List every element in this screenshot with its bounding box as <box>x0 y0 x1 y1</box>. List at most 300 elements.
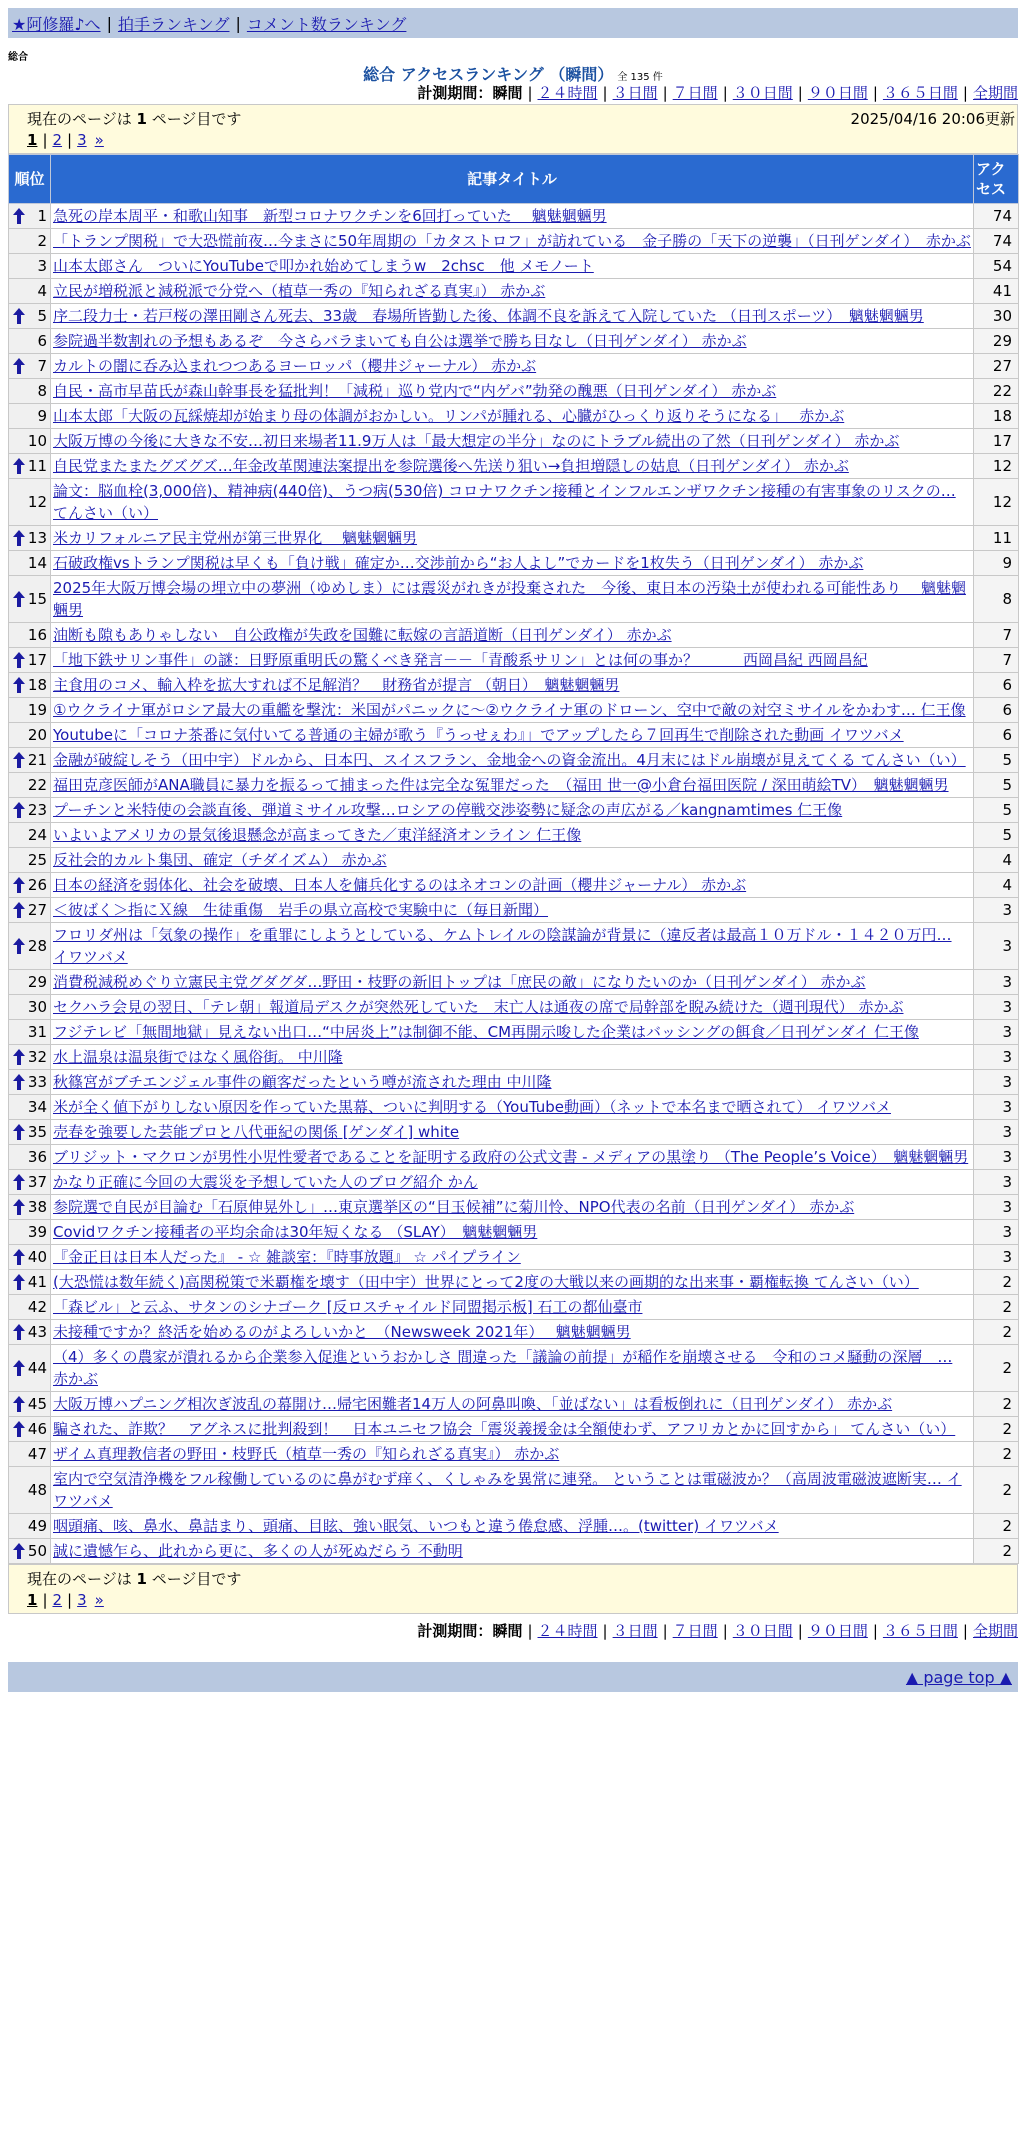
title-cell <box>51 848 974 873</box>
table-row <box>9 648 1019 673</box>
access-count: 3 <box>974 970 1019 995</box>
access-count: 3 <box>974 1070 1019 1095</box>
access-count: 5 <box>974 748 1019 773</box>
ranking-table <box>8 154 1019 1564</box>
rank-cell <box>9 1120 51 1145</box>
page-title: 総合 アクセスランキング （瞬間） <box>363 65 614 84</box>
rank-number: 6 <box>37 332 47 350</box>
period-link[interactable]: ９０日間 <box>807 1622 868 1640</box>
rank-up-arrow-icon <box>12 1173 26 1191</box>
article-link[interactable]: 油断も隙もありゃしない 自公政権が失政を国難に転嫁の言語道断（日刊ゲンダイ） 赤かぶ <box>53 626 672 644</box>
table-row <box>9 1020 1019 1045</box>
title-cell <box>51 1120 974 1145</box>
article-link[interactable]: 売春を強要した芸能プロと八代亜紀の関係 [ゲンダイ] white <box>53 1123 460 1141</box>
page-info-bottom <box>8 1564 1018 1614</box>
table-row <box>9 551 1019 576</box>
rank-cell <box>9 551 51 576</box>
period-separator: | <box>872 1622 878 1640</box>
table-row <box>9 1514 1019 1539</box>
title-cell <box>51 1070 974 1095</box>
access-count: 3 <box>974 1170 1019 1195</box>
article-link[interactable]: 咽頭痛、咳、鼻水、鼻詰まり、頭痛、目眩、強い眠気、いつもと違う倦怠感、浮腫…。(twitter) イワツバメ <box>53 1517 779 1535</box>
table-row <box>9 279 1019 304</box>
home-link[interactable]: ★阿修羅♪へ <box>12 14 101 34</box>
access-count: 3 <box>974 1245 1019 1270</box>
rank-up-arrow-icon <box>12 901 26 919</box>
title-cell <box>51 723 974 748</box>
table-row <box>9 798 1019 823</box>
nav-separator: | <box>235 13 241 33</box>
access-count: 12 <box>974 454 1019 479</box>
access-count: 74 <box>974 204 1019 229</box>
title-header: 記事タイトル <box>51 155 974 204</box>
rank-number: 24 <box>27 826 47 844</box>
period-link[interactable]: 全期間 <box>972 84 1018 102</box>
pager-next-link[interactable]: » <box>94 1591 104 1609</box>
title-cell <box>51 1442 974 1467</box>
article-link[interactable]: 「トランプ関税」で大恐慌前夜…今まさに50年周期の「カタストロフ」が訪れている 金子勝の「天下の逆襲」（日刊ゲンダイ） 赤かぶ <box>53 232 971 250</box>
article-link[interactable]: 主食用のコメ、輸入枠を拡大すれば不足解消？ 財務省が提言 （朝日） 魑魅魍魎男 <box>53 676 620 694</box>
article-link[interactable]: 序二段力士・若戸桜の澤田剛さん死去、33歳 春場所皆勤した後、体調不良を訴えて入院していた （日刊スポーツ） 魑魅魍魎男 <box>53 307 924 325</box>
rank-number: 49 <box>27 1517 47 1535</box>
title-cell <box>51 1345 974 1392</box>
title-cell <box>51 404 974 429</box>
rank-cell <box>9 1020 51 1045</box>
rank-number: 47 <box>27 1445 47 1463</box>
period-link[interactable]: ３日間 <box>612 84 658 102</box>
title-cell <box>51 1467 974 1514</box>
rank-number: 1 <box>37 207 47 225</box>
article-link[interactable]: 山本太郎さん ついにYouTubeで叩かれ始めてしまうw 2chsc 他 メモノート <box>53 257 594 275</box>
rank-up-arrow-icon <box>12 1273 26 1291</box>
article-link[interactable]: 石破政権vsトランプ関税は早くも「負け戦」確定か…交渉前から“お人よし”でカードを1枚失う（日刊ゲンダイ） 赤かぶ <box>53 554 864 572</box>
table-row <box>9 454 1019 479</box>
pager-separator: | <box>42 1591 48 1609</box>
table-row <box>9 429 1019 454</box>
rank-cell <box>9 1514 51 1539</box>
access-count: 8 <box>974 576 1019 623</box>
article-link[interactable]: 米が全く値下がりしない原因を作っていた黒幕、ついに判明する（YouTube動画）（ネットで本名まで晒されて） イワツバメ <box>53 1098 891 1116</box>
article-link[interactable]: 参院選で自民が目論む「石原伸晃外し」…東京選挙区の“目玉候補”に菊川怜、NPO代表の名前（日刊ゲンダイ） 赤かぶ <box>53 1198 855 1216</box>
article-link[interactable]: 騙された、詐欺？ アグネスに批判殺到！ 日本ユニセフ協会「震災義援金は全額使わず、アフリカとかに回すから」 てんさい（い） <box>53 1420 956 1438</box>
article-link[interactable]: 未接種ですか？終活を始めるのがよろしいかと （Newsweek 2021年） 魑魅魍魎男 <box>53 1323 631 1341</box>
article-link[interactable]: 福田克彦医師がANA職員に暴力を振るって捕まった件は完全な冤罪だった （福田 世一@小倉台福田医院 / 深田萌絵TV） 魑魅魍魎男 <box>53 776 949 794</box>
rank-up-arrow-icon <box>12 1359 26 1377</box>
rank-cell <box>9 798 51 823</box>
article-link[interactable]: 誠に遺憾乍ら、此れから更に、多くの人が死ぬだらう 不動明 <box>53 1542 463 1560</box>
article-link[interactable]: 立民が増税派と減税派で分党へ（植草一秀の『知られざる真実』） 赤かぶ <box>53 282 546 300</box>
period-link[interactable]: ３６５日間 <box>882 84 958 102</box>
rank-number: 7 <box>37 357 47 375</box>
rank-number: 50 <box>27 1542 47 1560</box>
ranking-title-line <box>8 62 1018 82</box>
title-cell <box>51 1045 974 1070</box>
rank-cell <box>9 526 51 551</box>
article-link[interactable]: 論文：脳血栓(3,000倍)、精神病(440倍)、うつ病(530倍) コロナワクチン接種とインフルエンザワクチン接種の有害事象のリスクの… てんさい（い） <box>53 482 956 522</box>
category-label: 総合 <box>8 52 28 63</box>
article-link[interactable]: ①ウクライナ軍がロシア最大の重艦を撃沈：米国がパニックに～②ウクライナ軍のドローン、空中で敵の対空ミサイルをかわす… 仁王像 <box>53 701 966 719</box>
title-cell <box>51 551 974 576</box>
pager-link[interactable]: 2 <box>52 131 63 149</box>
title-cell <box>51 773 974 798</box>
rank-cell <box>9 1045 51 1070</box>
rank-up-arrow-icon <box>12 307 26 325</box>
title-cell <box>51 673 974 698</box>
rank-number: 35 <box>27 1123 47 1141</box>
article-link[interactable]: 自民・高市早苗氏が森山幹事長を猛批判！「減税」巡り党内で“内ゲバ”勃発の醜悪（日刊ゲンダイ） 赤かぶ <box>53 382 777 400</box>
table-row <box>9 1270 1019 1295</box>
rank-cell <box>9 279 51 304</box>
table-row <box>9 1245 1019 1270</box>
rank-up-arrow-icon <box>12 937 26 955</box>
rank-cell <box>9 648 51 673</box>
pager-top <box>27 129 1017 151</box>
rank-up-arrow-icon <box>12 1248 26 1266</box>
comment-ranking-link[interactable]: コメント数ランキング <box>246 14 407 34</box>
article-link[interactable]: Youtubeに「コロナ茶番に気付いてる普通の主婦が歌う『うっせぇわ』」でアップしたら７回再生で削除された動画 イワツバメ <box>53 726 904 744</box>
rank-cell <box>9 723 51 748</box>
access-count: 2 <box>974 1392 1019 1417</box>
rank-cell <box>9 454 51 479</box>
current-page-text: 現在のページは 1 ページ目です <box>27 109 242 128</box>
table-row <box>9 1120 1019 1145</box>
rank-up-arrow-icon <box>12 529 26 547</box>
access-count: 2 <box>974 1417 1019 1442</box>
title-cell <box>51 1270 974 1295</box>
rank-cell <box>9 823 51 848</box>
article-link[interactable]: セクハラ会見の翌日、「テレ朝」報道局デスクが突然死していた 末亡人は通夜の席で局幹部を睨み続けた（週刊現代） 赤かぶ <box>53 998 904 1016</box>
access-count: 18 <box>974 404 1019 429</box>
table-row <box>9 1467 1019 1514</box>
rank-number: 46 <box>27 1420 47 1438</box>
count-header: アクセス <box>974 155 1019 204</box>
article-link[interactable]: 大阪万博の今後に大きな不安…初日来場者11.9万人は「最大想定の半分」なのにトラブル続出の了然（日刊ゲンダイ） 赤かぶ <box>53 432 900 450</box>
title-cell <box>51 454 974 479</box>
article-link[interactable]: 大阪万博ハプニング相次ぎ波乱の幕開け…帰宅困難者14万人の阿鼻叫喚、「並ばない」は看板倒れに（日刊ゲンダイ） 赤かぶ <box>53 1395 893 1413</box>
article-link[interactable]: カルトの闇に呑み込まれつつあるヨーロッパ（櫻井ジャーナル） 赤かぶ <box>53 357 537 375</box>
table-row <box>9 673 1019 698</box>
table-row <box>9 1070 1019 1095</box>
title-cell <box>51 873 974 898</box>
rank-number: 22 <box>27 776 47 794</box>
title-cell <box>51 576 974 623</box>
rank-up-arrow-icon <box>12 876 26 894</box>
access-count: 41 <box>974 279 1019 304</box>
article-link[interactable]: 参院過半数割れの予想もあるぞ 今さらバラまいても自公は選挙で勝ち目なし（日刊ゲンダイ） 赤かぶ <box>53 332 747 350</box>
table-row <box>9 304 1019 329</box>
page-info-top <box>8 104 1018 154</box>
access-count: 6 <box>974 673 1019 698</box>
rank-number: 36 <box>27 1148 47 1166</box>
article-link[interactable]: ＜彼ばく＞指にＸ線 生徒重傷 岩手の県立高校で実験中に（毎日新聞） <box>53 901 549 919</box>
title-cell <box>51 204 974 229</box>
title-cell <box>51 1539 974 1564</box>
clap-ranking-link[interactable]: 拍手ランキング <box>117 14 230 34</box>
rank-number: 21 <box>27 751 47 769</box>
article-link[interactable]: 自民党またまたグズグズ…年金改革関連法案提出を参院選後へ先送り狙い→負担増隠しの姑息（日刊ゲンダイ） 赤かぶ <box>53 457 849 475</box>
article-link[interactable]: ザイム真理教信者の野田・枝野氏（植草一秀の『知られざる真実』） 赤かぶ <box>53 1445 560 1463</box>
period-current: 瞬間 <box>492 1622 523 1640</box>
period-link[interactable]: ９０日間 <box>807 84 868 102</box>
period-link[interactable]: ２４時間 <box>537 84 598 102</box>
rank-up-arrow-icon <box>12 1542 26 1560</box>
rank-cell <box>9 229 51 254</box>
top-nav-bar <box>8 8 1018 38</box>
access-count: 2 <box>974 1345 1019 1392</box>
rank-number: 33 <box>27 1073 47 1091</box>
rank-cell <box>9 1417 51 1442</box>
period-label: 計測期間： <box>417 1622 493 1640</box>
article-link[interactable]: ブリジット・マクロンが男性小児性愛者であることを証明する政府の公式文書 - メディアの黒塗り （The People’s Voice） 魑魅魍魎男 <box>53 1148 969 1166</box>
rank-cell <box>9 1295 51 1320</box>
article-link[interactable]: 金融が破綻しそう（田中宇）ドルから、日本円、スイスフラン、金地金への資金流出。4月末にはドル崩壊が見えてくる てんさい（い） <box>53 751 966 769</box>
access-count: 3 <box>974 898 1019 923</box>
rank-cell <box>9 1195 51 1220</box>
period-separator: | <box>722 1622 728 1640</box>
title-cell <box>51 798 974 823</box>
article-link[interactable]: （4）多くの農家が潰れるから企業参入促進というおかしさ 間違った「議論の前提」が稲作を崩壊させる 令和のコメ騒動の深層 … 赤かぶ <box>53 1348 953 1388</box>
rank-number: 34 <box>27 1098 47 1116</box>
rank-number: 17 <box>27 651 47 669</box>
table-row <box>9 923 1019 970</box>
table-row <box>9 354 1019 379</box>
access-count: 7 <box>974 648 1019 673</box>
article-link[interactable]: 「森ビル」と云ふ、サタンのシナゴーク [反ロスチャイルド同盟掲示板] 石工の都仙臺市 <box>53 1298 643 1316</box>
title-cell <box>51 304 974 329</box>
total-count: 全 135 件 <box>617 72 663 83</box>
rank-cell <box>9 1392 51 1417</box>
article-link[interactable]: Covidワクチン接種者の平均余命は30年短くなる （SLAY） 魑魅魍魎男 <box>53 1223 538 1241</box>
table-row <box>9 723 1019 748</box>
access-count: 2 <box>974 1295 1019 1320</box>
table-row <box>9 1345 1019 1392</box>
article-link[interactable]: いよいよアメリカの景気後退懸念が高まってきた／東洋経済オンライン 仁王像 <box>53 826 582 844</box>
period-separator: | <box>527 1622 533 1640</box>
table-row <box>9 773 1019 798</box>
rank-cell <box>9 1442 51 1467</box>
title-cell <box>51 623 974 648</box>
rank-cell <box>9 1245 51 1270</box>
access-count: 3 <box>974 1145 1019 1170</box>
rank-number: 8 <box>37 382 47 400</box>
rank-number: 15 <box>27 590 47 608</box>
nav-separator: | <box>106 13 112 33</box>
rank-cell <box>9 1220 51 1245</box>
rank-cell <box>9 254 51 279</box>
table-row <box>9 970 1019 995</box>
title-cell <box>51 1220 974 1245</box>
article-link[interactable]: (大恐慌は数年続く)高関税策で米覇権を壊す（田中宇）世界にとって2度の大戦以来の画期的な出来事・覇権転換 てんさい（い） <box>53 1273 919 1291</box>
table-row <box>9 1295 1019 1320</box>
title-cell <box>51 354 974 379</box>
title-cell <box>51 648 974 673</box>
table-row <box>9 1320 1019 1345</box>
article-link[interactable]: 消費税減税めぐり立憲民主党グダグダ…野田・枝野の新旧トップは「庶民の敵」になりたいのか（日刊ゲンダイ） 赤かぶ <box>53 973 866 991</box>
rank-number: 13 <box>27 529 47 547</box>
article-link[interactable]: 秋篠宮がブチエンジェル事件の顧客だったという噂が流された理由 中川隆 <box>53 1073 552 1091</box>
rank-number: 28 <box>27 937 47 955</box>
pager-link[interactable]: 2 <box>52 1591 63 1609</box>
rank-number: 45 <box>27 1395 47 1413</box>
rank-cell <box>9 479 51 526</box>
access-count: 2 <box>974 1442 1019 1467</box>
article-link[interactable]: 2025年大阪万博会場の埋立中の夢洲（ゆめしま）には震災がれきが投棄された 今後、東日本の汚染土が使われる可能性あり 魑魅魍魎男 <box>53 579 966 619</box>
title-cell <box>51 329 974 354</box>
access-count: 29 <box>974 329 1019 354</box>
period-separator: | <box>527 84 533 102</box>
rank-number: 4 <box>37 282 47 300</box>
table-row <box>9 995 1019 1020</box>
updated-timestamp: 2025/04/16 20:06更新 <box>850 109 1015 128</box>
rank-number: 30 <box>27 998 47 1016</box>
period-separator: | <box>662 84 668 102</box>
rank-up-arrow-icon <box>12 1073 26 1091</box>
period-link[interactable]: ７日間 <box>672 84 718 102</box>
article-link[interactable]: 『金正日は日本人だった』 - ☆ 雑談室：『時事放題』 ☆ パイプライン <box>53 1248 521 1266</box>
title-cell <box>51 379 974 404</box>
title-cell <box>51 1514 974 1539</box>
period-link[interactable]: 全期間 <box>972 1622 1018 1640</box>
table-row <box>9 1145 1019 1170</box>
title-cell <box>51 1320 974 1345</box>
article-link[interactable]: 「地下鉄サリン事件」の謎：日野原重明氏の驚くべき発言－－「青酸系サリン」とは何の事か？ 西岡昌紀 西岡昌紀 <box>53 651 868 669</box>
article-link[interactable]: フジテレビ「無間地獄」見えない出口…“中居炎上”は制御不能、CM再開示唆した企業はバッシングの餌食／日刊ゲンダイ 仁王像 <box>53 1023 919 1041</box>
period-separator: | <box>797 1622 803 1640</box>
title-cell <box>51 279 974 304</box>
access-count: 2 <box>974 1467 1019 1514</box>
rank-number: 27 <box>27 901 47 919</box>
rank-number: 29 <box>27 973 47 991</box>
table-row <box>9 1195 1019 1220</box>
access-count: 12 <box>974 479 1019 526</box>
rank-up-arrow-icon <box>12 1420 26 1438</box>
period-selector-top <box>8 82 1018 104</box>
article-link[interactable]: フロリダ州は「気象の操作」を重罪にしようとしている、ケムトレイルの陰謀論が背景に（違反者は最高１０万ドル・１４２０万円… イワツバメ <box>53 926 952 966</box>
article-link[interactable]: 日本の経済を弱体化、社会を破壊、日本人を傭兵化するのはネオコンの計画（櫻井ジャーナル） 赤かぶ <box>53 876 747 894</box>
rank-cell <box>9 698 51 723</box>
period-selector-bottom <box>8 1620 1018 1642</box>
rank-cell <box>9 1145 51 1170</box>
article-link[interactable]: プーチンと米特使の会談直後、弾道ミサイル攻撃…ロシアの停戦交渉姿勢に疑念の声広がる／kangnamtimes 仁王像 <box>53 801 843 819</box>
table-row <box>9 479 1019 526</box>
current-page-text-bottom: 現在のページは 1 ページ目です <box>27 1569 242 1588</box>
rank-header: 順位 <box>9 155 51 204</box>
period-link[interactable]: ３日間 <box>612 1622 658 1640</box>
pager-link[interactable]: 3 <box>77 1591 87 1609</box>
pager-next-link[interactable]: » <box>94 131 104 149</box>
access-count: 3 <box>974 1220 1019 1245</box>
rank-cell <box>9 329 51 354</box>
access-count: 3 <box>974 995 1019 1020</box>
access-count: 6 <box>974 723 1019 748</box>
rank-up-arrow-icon <box>12 1198 26 1216</box>
title-cell <box>51 1095 974 1120</box>
rank-number: 43 <box>27 1323 47 1341</box>
article-link[interactable]: 室内で空気清浄機をフル稼働しているのに鼻がむず痒く、くしゃみを異常に連発。 ということは電磁波か？（高周波電磁波遮断実… イワツバメ <box>53 1470 962 1510</box>
period-separator: | <box>602 84 608 102</box>
bottom-bar <box>8 1662 1018 1692</box>
page-top-link[interactable]: ▲ page top ▲ <box>905 1667 1012 1687</box>
rank-cell <box>9 748 51 773</box>
access-count: 7 <box>974 623 1019 648</box>
pager-bottom <box>27 1589 1017 1611</box>
table-row <box>9 526 1019 551</box>
access-count: 3 <box>974 1045 1019 1070</box>
rank-cell <box>9 404 51 429</box>
period-link[interactable]: ２４時間 <box>537 1622 598 1640</box>
rank-cell <box>9 304 51 329</box>
pager-link[interactable]: 3 <box>77 131 87 149</box>
article-link[interactable]: 水上温泉は温泉街ではなく風俗街。 中川隆 <box>53 1048 343 1066</box>
article-link[interactable]: 米カリフォルニア民主党州が第三世界化 魑魅魍魎男 <box>53 529 418 547</box>
table-header-row <box>9 155 1019 204</box>
table-row <box>9 748 1019 773</box>
rank-number: 48 <box>27 1481 47 1499</box>
rank-cell <box>9 379 51 404</box>
rank-cell <box>9 1539 51 1564</box>
title-cell <box>51 429 974 454</box>
table-row <box>9 1045 1019 1070</box>
title-cell <box>51 1295 974 1320</box>
period-separator: | <box>872 84 878 102</box>
period-link[interactable]: ３６５日間 <box>882 1622 958 1640</box>
access-count: 2 <box>974 1539 1019 1564</box>
title-cell <box>51 898 974 923</box>
rank-number: 41 <box>27 1273 47 1291</box>
table-row <box>9 329 1019 354</box>
access-count: 17 <box>974 429 1019 454</box>
article-link[interactable]: 山本太郎「大阪の瓦綵焼却が始まり母の体調がおかしい。リンパが腫れる、心臓がひっくり返りそうになる」 赤かぶ <box>53 407 845 425</box>
rank-up-arrow-icon <box>12 651 26 669</box>
period-link[interactable]: ３０日間 <box>732 1622 793 1640</box>
table-row <box>9 848 1019 873</box>
rank-cell <box>9 848 51 873</box>
pager-separator: | <box>42 131 48 149</box>
period-current: 瞬間 <box>492 84 523 102</box>
table-row <box>9 1095 1019 1120</box>
title-cell <box>51 923 974 970</box>
article-link[interactable]: 反社会的カルト集団、確定（チダイズム） 赤かぶ <box>53 851 387 869</box>
title-cell <box>51 1417 974 1442</box>
table-row <box>9 623 1019 648</box>
rank-up-arrow-icon <box>12 1395 26 1413</box>
period-link[interactable]: ７日間 <box>672 1622 718 1640</box>
access-count: 54 <box>974 254 1019 279</box>
access-count: 4 <box>974 848 1019 873</box>
table-row <box>9 204 1019 229</box>
table-row <box>9 1170 1019 1195</box>
period-separator: | <box>962 1622 968 1640</box>
access-count: 5 <box>974 773 1019 798</box>
article-link[interactable]: 急死の岸本周平・和歌山知事 新型コロナワクチンを6回打っていた 魑魅魍魎男 <box>53 207 607 225</box>
period-separator: | <box>662 1622 668 1640</box>
rank-up-arrow-icon <box>12 207 26 225</box>
access-count: 6 <box>974 698 1019 723</box>
title-cell <box>51 1145 974 1170</box>
access-count: 5 <box>974 823 1019 848</box>
article-link[interactable]: かなり正確に今回の大震災を予想していた人のブログ紹介 かん <box>53 1173 478 1191</box>
rank-up-arrow-icon <box>12 590 26 608</box>
rank-cell <box>9 1170 51 1195</box>
rank-cell <box>9 1095 51 1120</box>
title-cell <box>51 479 974 526</box>
page <box>8 8 1018 1692</box>
rank-cell <box>9 1345 51 1392</box>
table-row <box>9 379 1019 404</box>
table-row <box>9 1442 1019 1467</box>
rank-cell <box>9 1320 51 1345</box>
period-link[interactable]: ３０日間 <box>732 84 793 102</box>
